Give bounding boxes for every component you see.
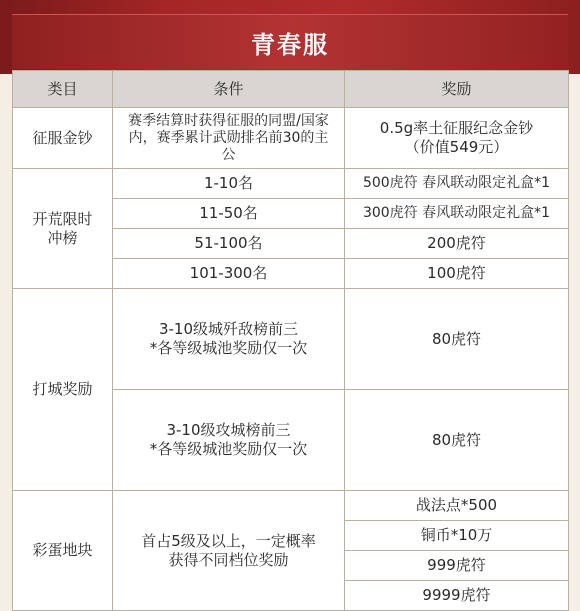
reward-cell: 999虎符 xyxy=(345,551,569,581)
reward-cell: 300虎符 春风联动限定礼盒*1 xyxy=(345,199,569,229)
category-cell: 征服金钞 xyxy=(13,108,113,169)
column-header-reward: 奖励 xyxy=(345,71,569,108)
category-label: 开荒限时冲榜 xyxy=(32,209,93,247)
condition-cell: 51-100名 xyxy=(113,229,345,259)
condition-line: 首占5级及以上，一定概率 xyxy=(141,531,316,550)
condition-cell: 1-10名 xyxy=(113,169,345,199)
reward-cell: 战法点*500 xyxy=(345,491,569,521)
condition-note: *各等级城池奖励仅一次 xyxy=(149,339,308,357)
condition-cell xyxy=(113,390,345,491)
table-row xyxy=(13,108,569,169)
title-bar xyxy=(12,14,568,69)
table-row xyxy=(13,169,569,199)
condition-cell: 101-300名 xyxy=(113,259,345,289)
reward-cell: 80虎符 xyxy=(345,289,569,390)
category-cell: 打城奖励 xyxy=(13,289,113,491)
reward-cell: 铜币*10万 xyxy=(345,521,569,551)
reward-cell: 80虎符 xyxy=(345,390,569,491)
condition-cell: 11-50名 xyxy=(113,199,345,229)
condition-line: 3-10级城歼敌榜前三 xyxy=(158,320,299,338)
condition-cell xyxy=(113,491,345,611)
condition-line: 3-10级攻城榜前三 xyxy=(166,421,291,439)
reward-cell: 500虎符 春风联动限定礼盒*1 xyxy=(345,169,569,199)
condition-cell xyxy=(113,289,345,390)
table-row xyxy=(13,491,569,521)
page-title: 青春服 xyxy=(251,30,329,59)
header-banner xyxy=(0,0,580,74)
column-header-condition: 条件 xyxy=(113,71,345,108)
reward-cell xyxy=(345,108,569,169)
category-cell xyxy=(13,169,113,289)
rewards-table-container xyxy=(12,70,568,611)
rewards-table xyxy=(12,70,569,611)
reward-cell: 100虎符 xyxy=(345,259,569,289)
condition-cell: 赛季结算时获得征服的同盟/国家内，赛季累计武勋排名前30的主公 xyxy=(113,108,345,169)
category-cell: 彩蛋地块 xyxy=(13,491,113,611)
reward-line: 0.5g率土征服纪念金钞 xyxy=(379,119,534,137)
condition-note: *各等级城池奖励仅一次 xyxy=(149,440,308,458)
reward-cell: 9999虎符 xyxy=(345,581,569,611)
reward-line: （价值549元） xyxy=(404,138,509,156)
reward-cell: 200虎符 xyxy=(345,229,569,259)
column-header-category: 类目 xyxy=(13,71,113,108)
condition-line: 获得不同档位奖励 xyxy=(168,550,289,569)
table-row xyxy=(13,289,569,390)
table-header-row xyxy=(13,71,569,108)
